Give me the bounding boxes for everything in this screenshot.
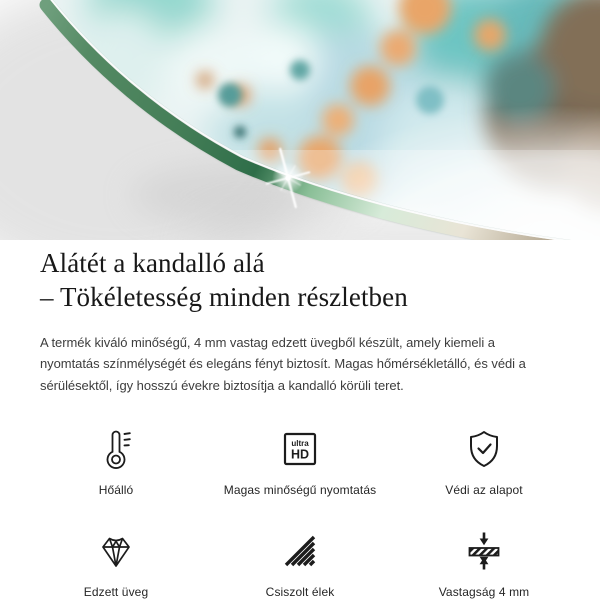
feature-heat-resistant bbox=[24, 425, 208, 497]
ultra-hd-text-top: ultra bbox=[291, 439, 309, 449]
page-title-line1: Alátét a kandalló alá bbox=[40, 248, 265, 278]
feature-label: Csiszolt élek bbox=[265, 585, 335, 600]
product-hero bbox=[0, 0, 600, 240]
feature-grid bbox=[12, 425, 588, 599]
shield-check-icon bbox=[462, 425, 506, 471]
feature-label: Védi az alapot bbox=[445, 483, 523, 498]
ultra-hd-text-bottom: HD bbox=[290, 447, 310, 462]
glass-underlay-photo bbox=[0, 0, 600, 240]
feature-print-quality bbox=[208, 425, 392, 497]
feature-tempered-glass bbox=[24, 527, 208, 599]
polished-edge-icon bbox=[278, 527, 322, 573]
feature-polished-edges bbox=[208, 527, 392, 599]
thickness-icon bbox=[462, 527, 506, 573]
feature-label: Hőálló bbox=[98, 483, 134, 498]
page-title bbox=[40, 246, 560, 315]
feature-label: Magas minőségű nyomtatás bbox=[223, 483, 377, 498]
diamond-icon bbox=[94, 527, 138, 573]
product-description: A termék kiváló minőségű, 4 mm vastag edzett üvegből készült, amely kiemeli a nyomtatás színmélységét és elegáns fényt biztosít. Magas hőmérsékletálló, és védi a sérülésektől, így hosszú évekre biztosítja a kandalló körüli teret. bbox=[40, 334, 526, 394]
product-info-section bbox=[0, 246, 600, 599]
ultra-hd-icon bbox=[278, 425, 322, 471]
feature-label: Edzett üveg bbox=[83, 585, 149, 600]
page-title-line2: – Tökéletesség minden részletben bbox=[40, 282, 408, 313]
feature-thickness bbox=[392, 527, 576, 599]
feature-label: Vastagság 4 mm bbox=[438, 585, 530, 600]
thermometer-icon bbox=[94, 425, 138, 471]
feature-protects-base bbox=[392, 425, 576, 497]
